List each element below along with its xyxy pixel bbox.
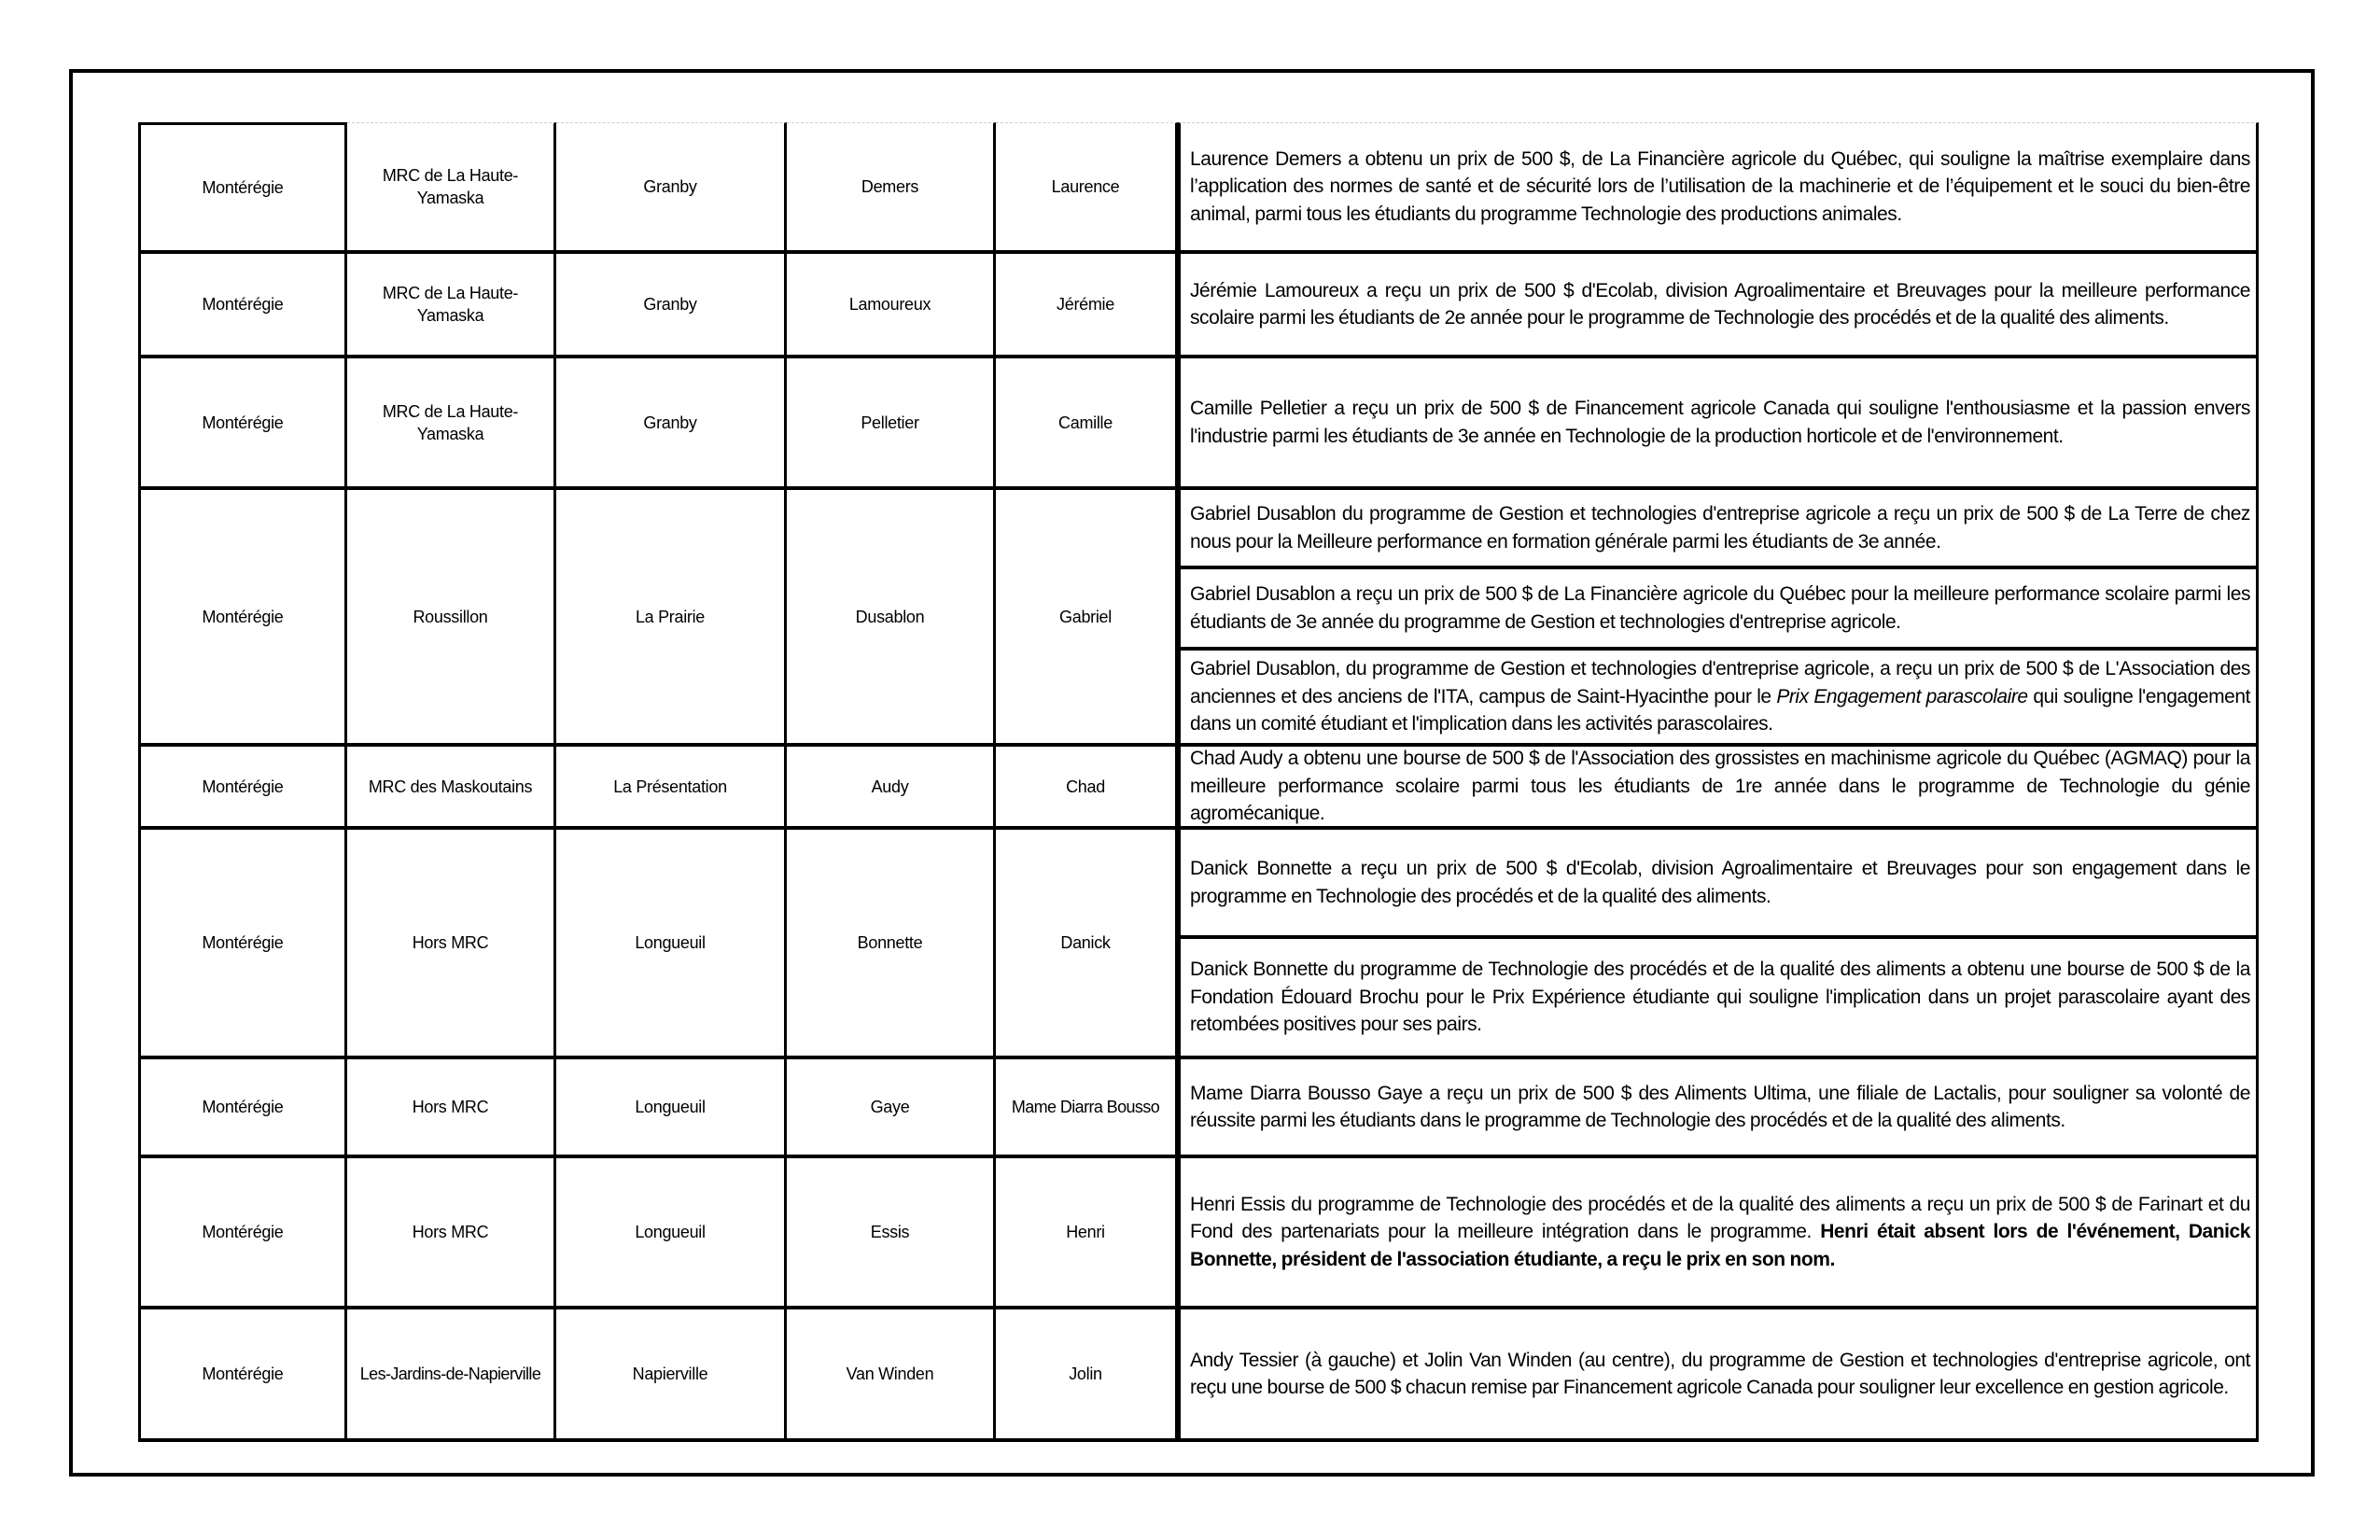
last-name-cell: Lamoureux [787,254,996,358]
first-name-cell: Henri [996,1158,1178,1309]
absence-note-bold: Henri était absent lors de l'événement, Danick Bonnette, président de l'association étudiante, a reçu le prix en son nom. [1190,1221,2250,1270]
description-cell [1178,1059,2259,1158]
description-cell [1178,122,2259,254]
description-cell [1178,830,2259,939]
mrc-cell: Hors MRC [347,830,556,1059]
first-name-cell: Laurence [996,122,1178,254]
city-cell: Granby [556,122,787,254]
table-row [138,747,2259,830]
table-row [138,1059,2259,1158]
city-cell: La Prairie [556,490,787,747]
region-cell: Montérégie [138,1309,347,1442]
first-name-cell: Gabriel [996,490,1178,747]
table-row [138,122,2259,254]
description-cell [1178,1309,2259,1442]
table-row [138,1158,2259,1309]
last-name-cell: Dusablon [787,490,996,747]
mrc-cell: MRC des Maskoutains [347,747,556,830]
description-text: Mame Diarra Bousso Gaye a reçu un prix de 500 $ des Aliments Ultima, une filiale de Lactalis, pour souligner sa volonté de réussite parmi les étudiants dans le programme de Technologie des procédés et de la qualité des aliments. [1190,1082,2250,1131]
award-name-italic: Prix Engagement parascolaire [1776,685,2028,707]
description-text [1190,655,2250,738]
description-cell [1178,254,2259,358]
region-cell: Montérégie [138,122,347,254]
city-cell: Longueuil [556,1158,787,1309]
description-text: Jérémie Lamoureux a reçu un prix de 500 $ d'Ecolab, division Agroalimentaire et Breuvages pour la meilleure performance scolaire parmi les étudiants de 2e année pour le programme de Technologie des procédés et de la qualité des aliments. [1190,279,2250,329]
description-text: Gabriel Dusablon du programme de Gestion et technologies d'entreprise agricole a reçu un prix de 500 $ de La Terre de chez nous pour la Meilleure performance en formation générale parmi les étudiants de 3e année. [1190,503,2250,553]
description-cell [1178,358,2259,490]
description-text-part: Henri Essis du programme de Technologie des procédés et de la qualité des aliments a reçu un prix de 500 $ de Farinart et du Fond des partenariats pour la meilleure intégration dans le programme. [1190,1193,2250,1243]
region-cell: Montérégie [138,1059,347,1158]
description-text-part: Gabriel Dusablon, du programme de Gestion et technologies d'entreprise agricole, a reçu un prix de 500 $ de L'Association des anciennes et des anciens de l'ITA, campus de Saint-Hyacinthe pour le [1190,658,2250,707]
description-cell [1178,651,2259,747]
description-text: Danick Bonnette du programme de Technologie des procédés et de la qualité des aliments a obtenu une bourse de 500 $ de la Fondation Édouard Brochu pour le Prix Expérience étudiante qui souligne l'implication dans un projet parascolaire ayant des retombées positives pour ses pairs. [1190,959,2250,1036]
region-cell: Montérégie [138,490,347,747]
description-text [1190,1191,2250,1274]
description-text: Danick Bonnette a reçu un prix de 500 $ d'Ecolab, division Agroalimentaire et Breuvages pour son engagement dans le programme en Technologie des procédés et de la qualité des aliments. [1190,858,2250,907]
description-text: Laurence Demers a obtenu un prix de 500 $, de La Financière agricole du Québec, qui souligne la maîtrise exemplaire dans l’application des normes de santé et de sécurité lors de l’utilisation de la machinerie et de l’équipement et le souci du bien-être animal, parmi tous les étudiants du programme Technologie des productions animales. [1190,147,2250,225]
city-cell: La Présentation [556,747,787,830]
last-name-cell: Van Winden [787,1309,996,1442]
description-cell [1178,490,2259,569]
last-name-cell: Demers [787,122,996,254]
description-cell [1178,939,2259,1059]
mrc-cell: Hors MRC [347,1059,556,1158]
first-name-cell: Camille [996,358,1178,490]
region-cell: Montérégie [138,747,347,830]
last-name-cell: Essis [787,1158,996,1309]
mrc-cell: MRC de La Haute-Yamaska [347,122,556,254]
table-row [138,254,2259,358]
description-text: Andy Tessier (à gauche) et Jolin Van Winden (au centre), du programme de Gestion et technologies d'entreprise agricole, ont reçu une bourse de 500 $ chacun remise par Financement agricole Canada pour souligner leur excellence en gestion agricole. [1190,1349,2250,1398]
mrc-cell: Les-Jardins-de-Napierville [347,1309,556,1442]
first-name-cell: Danick [996,830,1178,1059]
mrc-cell: Roussillon [347,490,556,747]
table-row [138,830,2259,1059]
first-name-cell: Mame Diarra Bousso [996,1059,1178,1158]
table-row [138,490,2259,747]
city-cell: Longueuil [556,1059,787,1158]
mrc-cell: MRC de La Haute-Yamaska [347,358,556,490]
city-cell: Granby [556,358,787,490]
description-cell [1178,747,2259,830]
city-cell: Granby [556,254,787,358]
first-name-cell: Jérémie [996,254,1178,358]
description-cell [1178,1158,2259,1309]
description-cell [1178,569,2259,651]
city-cell: Longueuil [556,830,787,1059]
description-text-part: qui souligne l'engagement dans un comité étudiant et l'implication dans les activités parascolaires. [1190,685,2251,735]
description-text: Camille Pelletier a reçu un prix de 500 $ de Financement agricole Canada qui souligne l'enthousiasme et la passion envers l'industrie parmi les étudiants de 3e année en Technologie de la production horticole et de l'environnement. [1190,398,2250,447]
mrc-cell: Hors MRC [347,1158,556,1309]
description-text: Chad Audy a obtenu une bourse de 500 $ de l'Association des grossistes en machinisme agricole du Québec (AGMAQ) pour la meilleure performance scolaire parmi tous les étudiants de 1re année dans le programme de Technologie du génie agromécanique. [1190,748,2250,824]
table-row [138,358,2259,490]
mrc-cell: MRC de La Haute-Yamaska [347,254,556,358]
first-name-cell: Chad [996,747,1178,830]
region-cell: Montérégie [138,254,347,358]
last-name-cell: Pelletier [787,358,996,490]
last-name-cell: Audy [787,747,996,830]
region-cell: Montérégie [138,1158,347,1309]
first-name-cell: Jolin [996,1309,1178,1442]
table-row [138,1309,2259,1442]
last-name-cell: Bonnette [787,830,996,1059]
last-name-cell: Gaye [787,1059,996,1158]
city-cell: Napierville [556,1309,787,1442]
region-cell: Montérégie [138,358,347,490]
region-cell: Montérégie [138,830,347,1059]
description-text: Gabriel Dusablon a reçu un prix de 500 $ de La Financière agricole du Québec pour la meilleure performance scolaire parmi les étudiants de 3e année du programme de Gestion et technologies d'entreprise agricole. [1190,583,2250,633]
